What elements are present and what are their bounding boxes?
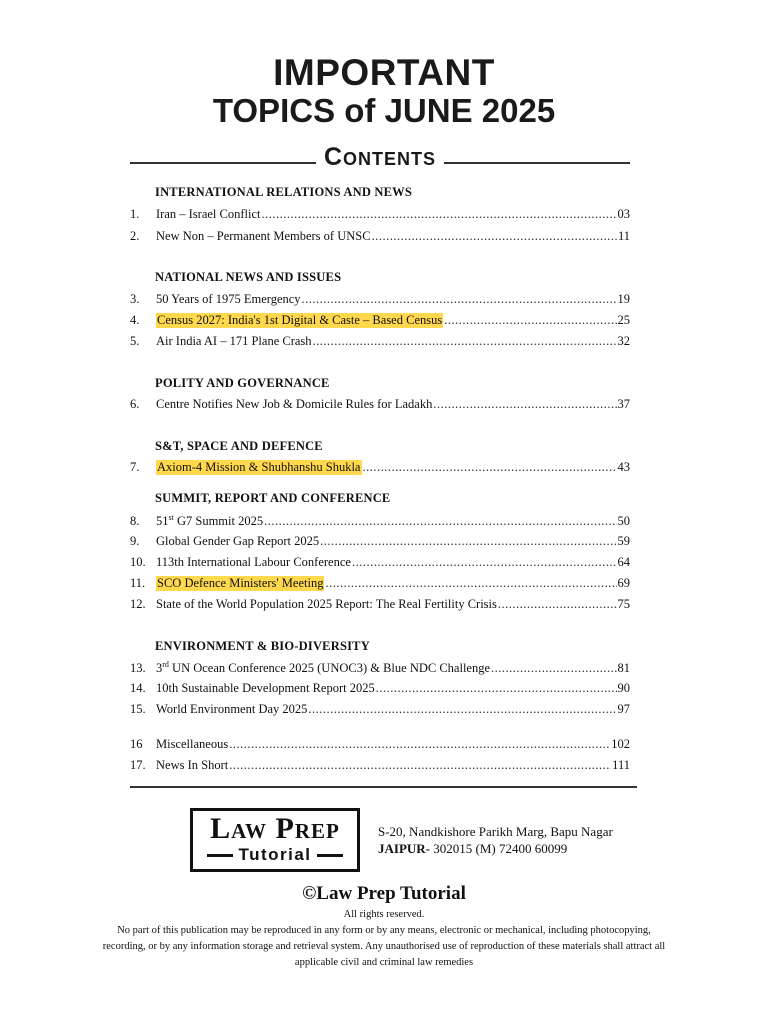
toc-entry[interactable]: [130, 229, 630, 247]
entry-number: 10.: [130, 555, 146, 569]
entry-number: 6.: [130, 397, 140, 411]
section-heading-st-space-defence: S&T, SPACE AND DEFENCE: [155, 439, 323, 453]
toc-entry[interactable]: [130, 334, 630, 352]
entry-title: Centre Notifies New Job & Domicile Rules for Ladakh: [156, 397, 433, 411]
entry-page: 64: [617, 555, 630, 569]
toc-entry[interactable]: [130, 207, 630, 225]
contents-rule-left: [130, 162, 316, 164]
entry-title: World Environment Day 2025: [156, 702, 308, 716]
publisher-logo: [190, 808, 360, 872]
entry-page: 50: [617, 514, 630, 529]
dot-leader: [302, 292, 617, 307]
entry-number: 11.: [130, 576, 146, 590]
logo-text-top: Law Prep: [210, 812, 340, 845]
entry-title: News In Short: [156, 758, 229, 772]
address-city: JAIPUR-: [378, 841, 430, 856]
entry-title: Air India AI – 171 Plane Crash: [156, 334, 312, 348]
entry-page: 43: [617, 460, 630, 474]
dot-leader: [313, 334, 617, 349]
section-heading-polity: POLITY AND GOVERNANCE: [155, 376, 330, 390]
entry-number: 1.: [130, 207, 140, 221]
entry-title: Miscellaneous: [156, 737, 229, 751]
entry-title: 51st G7 Summit 2025: [156, 513, 264, 529]
section-heading-national: NATIONAL NEWS AND ISSUES: [155, 270, 342, 284]
entry-number: 13.: [130, 661, 146, 676]
dot-leader: [444, 313, 616, 328]
contents-label: Contents: [323, 142, 437, 171]
entry-number: 2.: [130, 229, 140, 243]
dot-leader: [498, 597, 617, 612]
toc-entry[interactable]: [130, 292, 630, 310]
entry-page: 75: [617, 597, 630, 611]
dot-leader: [352, 555, 617, 570]
toc-entry[interactable]: [130, 555, 630, 573]
entry-number: 14.: [130, 681, 146, 695]
entry-title: 113th International Labour Conference: [156, 555, 351, 569]
logo-subline: [193, 845, 357, 865]
toc-entry[interactable]: [130, 702, 630, 720]
address-line-2: [378, 841, 567, 857]
contents-heading: [130, 142, 630, 172]
dot-leader: [372, 229, 617, 244]
section-heading-summit: SUMMIT, REPORT AND CONFERENCE: [155, 491, 391, 505]
dot-leader: [261, 207, 616, 222]
entry-title-highlighted: Axiom-4 Mission & Shubhanshu Shukla: [157, 460, 361, 474]
toc-entry[interactable]: [130, 758, 630, 776]
entry-page: 19: [617, 292, 630, 306]
entry-number: 9.: [130, 534, 140, 548]
entry-number: 3.: [130, 292, 140, 306]
toc-entry[interactable]: [130, 737, 630, 755]
entry-page: 25: [617, 313, 630, 327]
address-detail: 302015 (M) 72400 60099: [430, 841, 568, 856]
entry-page: 59: [617, 534, 630, 548]
entry-page: 37: [617, 397, 630, 411]
section-heading-environment: ENVIRONMENT & BIO-DIVERSITY: [155, 639, 370, 653]
entry-page: 90: [617, 681, 630, 695]
entry-title: 3rd UN Ocean Conference 2025 (UNOC3) & Blue NDC Challenge: [156, 660, 491, 676]
entry-title: New Non – Permanent Members of UNSC: [156, 229, 371, 243]
toc-entry[interactable]: [130, 397, 630, 415]
entry-number: 15.: [130, 702, 146, 716]
entry-number: 12.: [130, 597, 146, 611]
toc-entry[interactable]: [130, 576, 630, 594]
entry-page: 111: [612, 758, 630, 772]
entry-page: 97: [617, 702, 630, 716]
dot-leader: [325, 576, 616, 591]
entry-number: 16: [130, 737, 143, 751]
contents-rule-right: [444, 162, 630, 164]
logo-text-bottom: Tutorial: [238, 845, 312, 864]
toc-entry[interactable]: [130, 513, 630, 531]
address-line-1: S-20, Nandkishore Parikh Marg, Bapu Nagar: [378, 824, 613, 839]
toc-entry[interactable]: [130, 597, 630, 615]
entry-title-highlighted: Census 2027: India's 1st Digital & Caste – Based Census: [157, 313, 443, 327]
entry-title: Global Gender Gap Report 2025: [156, 534, 320, 548]
toc-entry[interactable]: [130, 660, 630, 678]
entry-title: 50 Years of 1975 Emergency: [156, 292, 301, 306]
divider-rule: [130, 786, 637, 788]
toc-entry[interactable]: [130, 313, 630, 331]
entry-page: 11: [617, 229, 630, 243]
entry-page: 102: [611, 737, 630, 751]
dot-leader: [491, 661, 616, 676]
entry-title: 10th Sustainable Development Report 2025: [156, 681, 375, 695]
copyright-line: ©Law Prep Tutorial: [302, 883, 466, 904]
toc-entry[interactable]: [130, 460, 630, 478]
dot-leader: [264, 514, 616, 529]
toc-entry[interactable]: [130, 534, 630, 552]
dot-leader: [376, 681, 617, 696]
entry-number: 8.: [130, 514, 140, 529]
dot-leader: [229, 758, 611, 773]
toc-entry[interactable]: [130, 681, 630, 699]
entry-number: 17.: [130, 758, 146, 772]
dot-leader: [363, 460, 617, 475]
entry-page: 81: [617, 661, 630, 676]
entry-number: 5.: [130, 334, 140, 348]
section-heading-international: INTERNATIONAL RELATIONS AND NEWS: [155, 185, 413, 199]
entry-title: State of the World Population 2025 Report: The Real Fertility Crisis: [156, 597, 497, 611]
copyright-notice: No part of this publication may be reproduced in any form or by any means, electronic or mechanical, including photocopying, recording, or by any information storage and retrieval system. Any unauthorised use of reproduction of these materials shall attract all applicable civil and criminal law remedies: [102, 925, 666, 968]
dot-leader: [229, 737, 610, 752]
entry-page: 32: [617, 334, 630, 348]
entry-title: Iran – Israel Conflict: [156, 207, 261, 221]
entry-page: 69: [617, 576, 630, 590]
dot-leader: [433, 397, 616, 412]
logo-bar-right: [317, 854, 343, 857]
dot-leader: [320, 534, 616, 549]
entry-page: 03: [617, 207, 630, 221]
title-line-1: IMPORTANT: [273, 52, 495, 93]
logo-bar-left: [207, 854, 233, 857]
entry-title-highlighted: SCO Defence Ministers' Meeting: [157, 576, 324, 590]
title-line-2: TOPICS of JUNE 2025: [212, 92, 556, 129]
entry-number: 7.: [130, 460, 140, 474]
entry-number: 4.: [130, 313, 140, 327]
rights-reserved: All rights reserved.: [343, 909, 425, 920]
dot-leader: [308, 702, 616, 717]
